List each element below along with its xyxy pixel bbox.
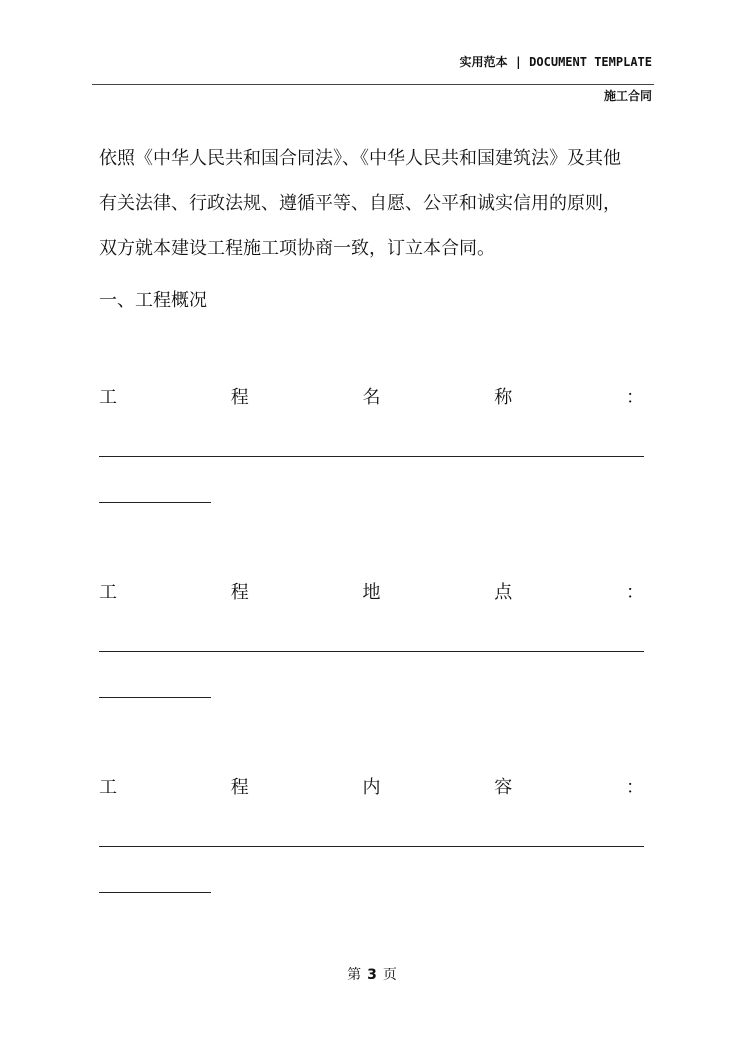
header-divider [92, 84, 654, 85]
field-project-name [99, 386, 644, 410]
page-footer [0, 964, 744, 984]
field-label-char: ： [626, 387, 644, 408]
fill-in-line [99, 846, 644, 847]
field-label-char: 容 [494, 777, 513, 798]
field-label-char: 名 [362, 387, 381, 408]
field-label-char: 程 [230, 777, 249, 798]
field-label-char: 工 [99, 387, 117, 408]
fill-in-line [99, 651, 644, 652]
page-number: 3 [367, 967, 377, 983]
field-label-char: 程 [230, 387, 249, 408]
page-number-prefix: 第 [347, 967, 362, 983]
header-title: 实用范本 | DOCUMENT TEMPLATE [459, 55, 652, 69]
intro-paragraph [99, 136, 659, 271]
field-label-char: ： [626, 777, 644, 798]
page-number-suffix: 页 [382, 967, 397, 983]
field-label [99, 581, 644, 605]
fill-in-line [99, 697, 211, 698]
fill-in-line [99, 892, 211, 893]
section-title: 一、工程概况 [99, 290, 207, 311]
field-label-char: ： [626, 582, 644, 603]
field-label-char: 称 [494, 387, 513, 408]
paragraph-line: 有关法律、行政法规、遵循平等、自愿、公平和诚实信用的原则， [99, 193, 621, 214]
field-project-location [99, 581, 644, 605]
field-label-char: 程 [230, 582, 249, 603]
field-label [99, 386, 644, 410]
field-label-char: 工 [99, 777, 117, 798]
paragraph-line: 双方就本建设工程施工项协商一致，订立本合同。 [99, 238, 495, 259]
header-subtitle: 施工合同 [603, 89, 652, 103]
paragraph-line: 依照《中华人民共和国合同法》、《中华人民共和国建筑法》及其他 [99, 148, 621, 169]
fill-in-line [99, 502, 211, 503]
field-label-char: 内 [362, 777, 381, 798]
fill-in-line [99, 456, 644, 457]
field-label-char: 工 [99, 582, 117, 603]
field-label-char: 地 [362, 582, 381, 603]
field-project-content [99, 776, 644, 800]
field-label [99, 776, 644, 800]
field-label-char: 点 [494, 582, 513, 603]
